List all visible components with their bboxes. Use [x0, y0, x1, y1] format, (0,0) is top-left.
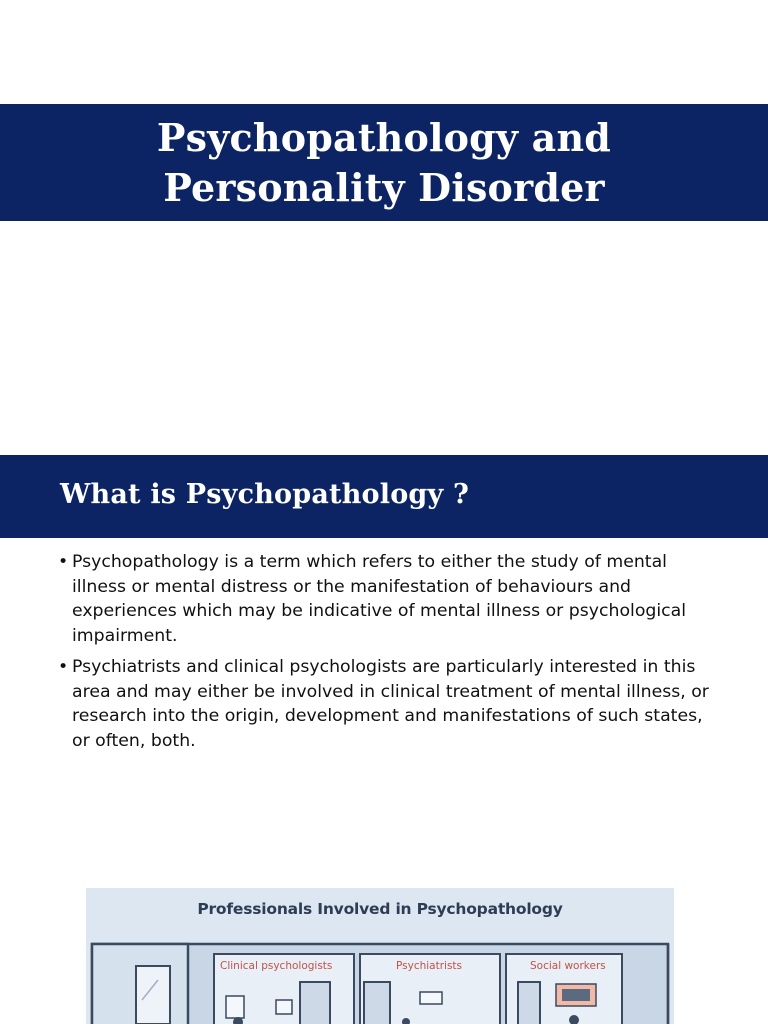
illustration-title: Professionals Involved in Psychopathology	[197, 900, 563, 918]
bullet-list	[56, 550, 716, 760]
slide-title	[157, 113, 611, 213]
section-banner	[0, 455, 768, 538]
bullet-text: Psychiatrists and clinical psychologists are particularly interested in this area and may either be involved in clinical treatment of mental illness, or research into the origin, development and manifestations of such states, or often, both.	[72, 657, 709, 751]
bullet-marker: •	[58, 657, 69, 677]
room-label-clinical-psychologists: Clinical psychologists	[220, 960, 333, 972]
room-label-social-workers: Social workers	[530, 960, 606, 972]
professionals-illustration	[86, 888, 674, 1024]
title-banner	[0, 104, 768, 221]
slide-title-line-1: Psychopathology and	[156, 114, 612, 160]
bullet-marker: •	[58, 552, 69, 572]
bullet-item	[56, 655, 716, 753]
room-label-psychiatrists: Psychiatrists	[396, 960, 463, 972]
bullet-item	[56, 550, 716, 648]
section-heading: What is Psychopathology ?	[60, 479, 469, 510]
bullet-text: Psychopathology is a term which refers to either the study of mental illness or mental distress or the manifestation of behaviours and experiences which may be indicative of mental illness or psychological impairment.	[72, 552, 687, 646]
slide-title-line-2: Personality Disorder	[163, 164, 605, 210]
